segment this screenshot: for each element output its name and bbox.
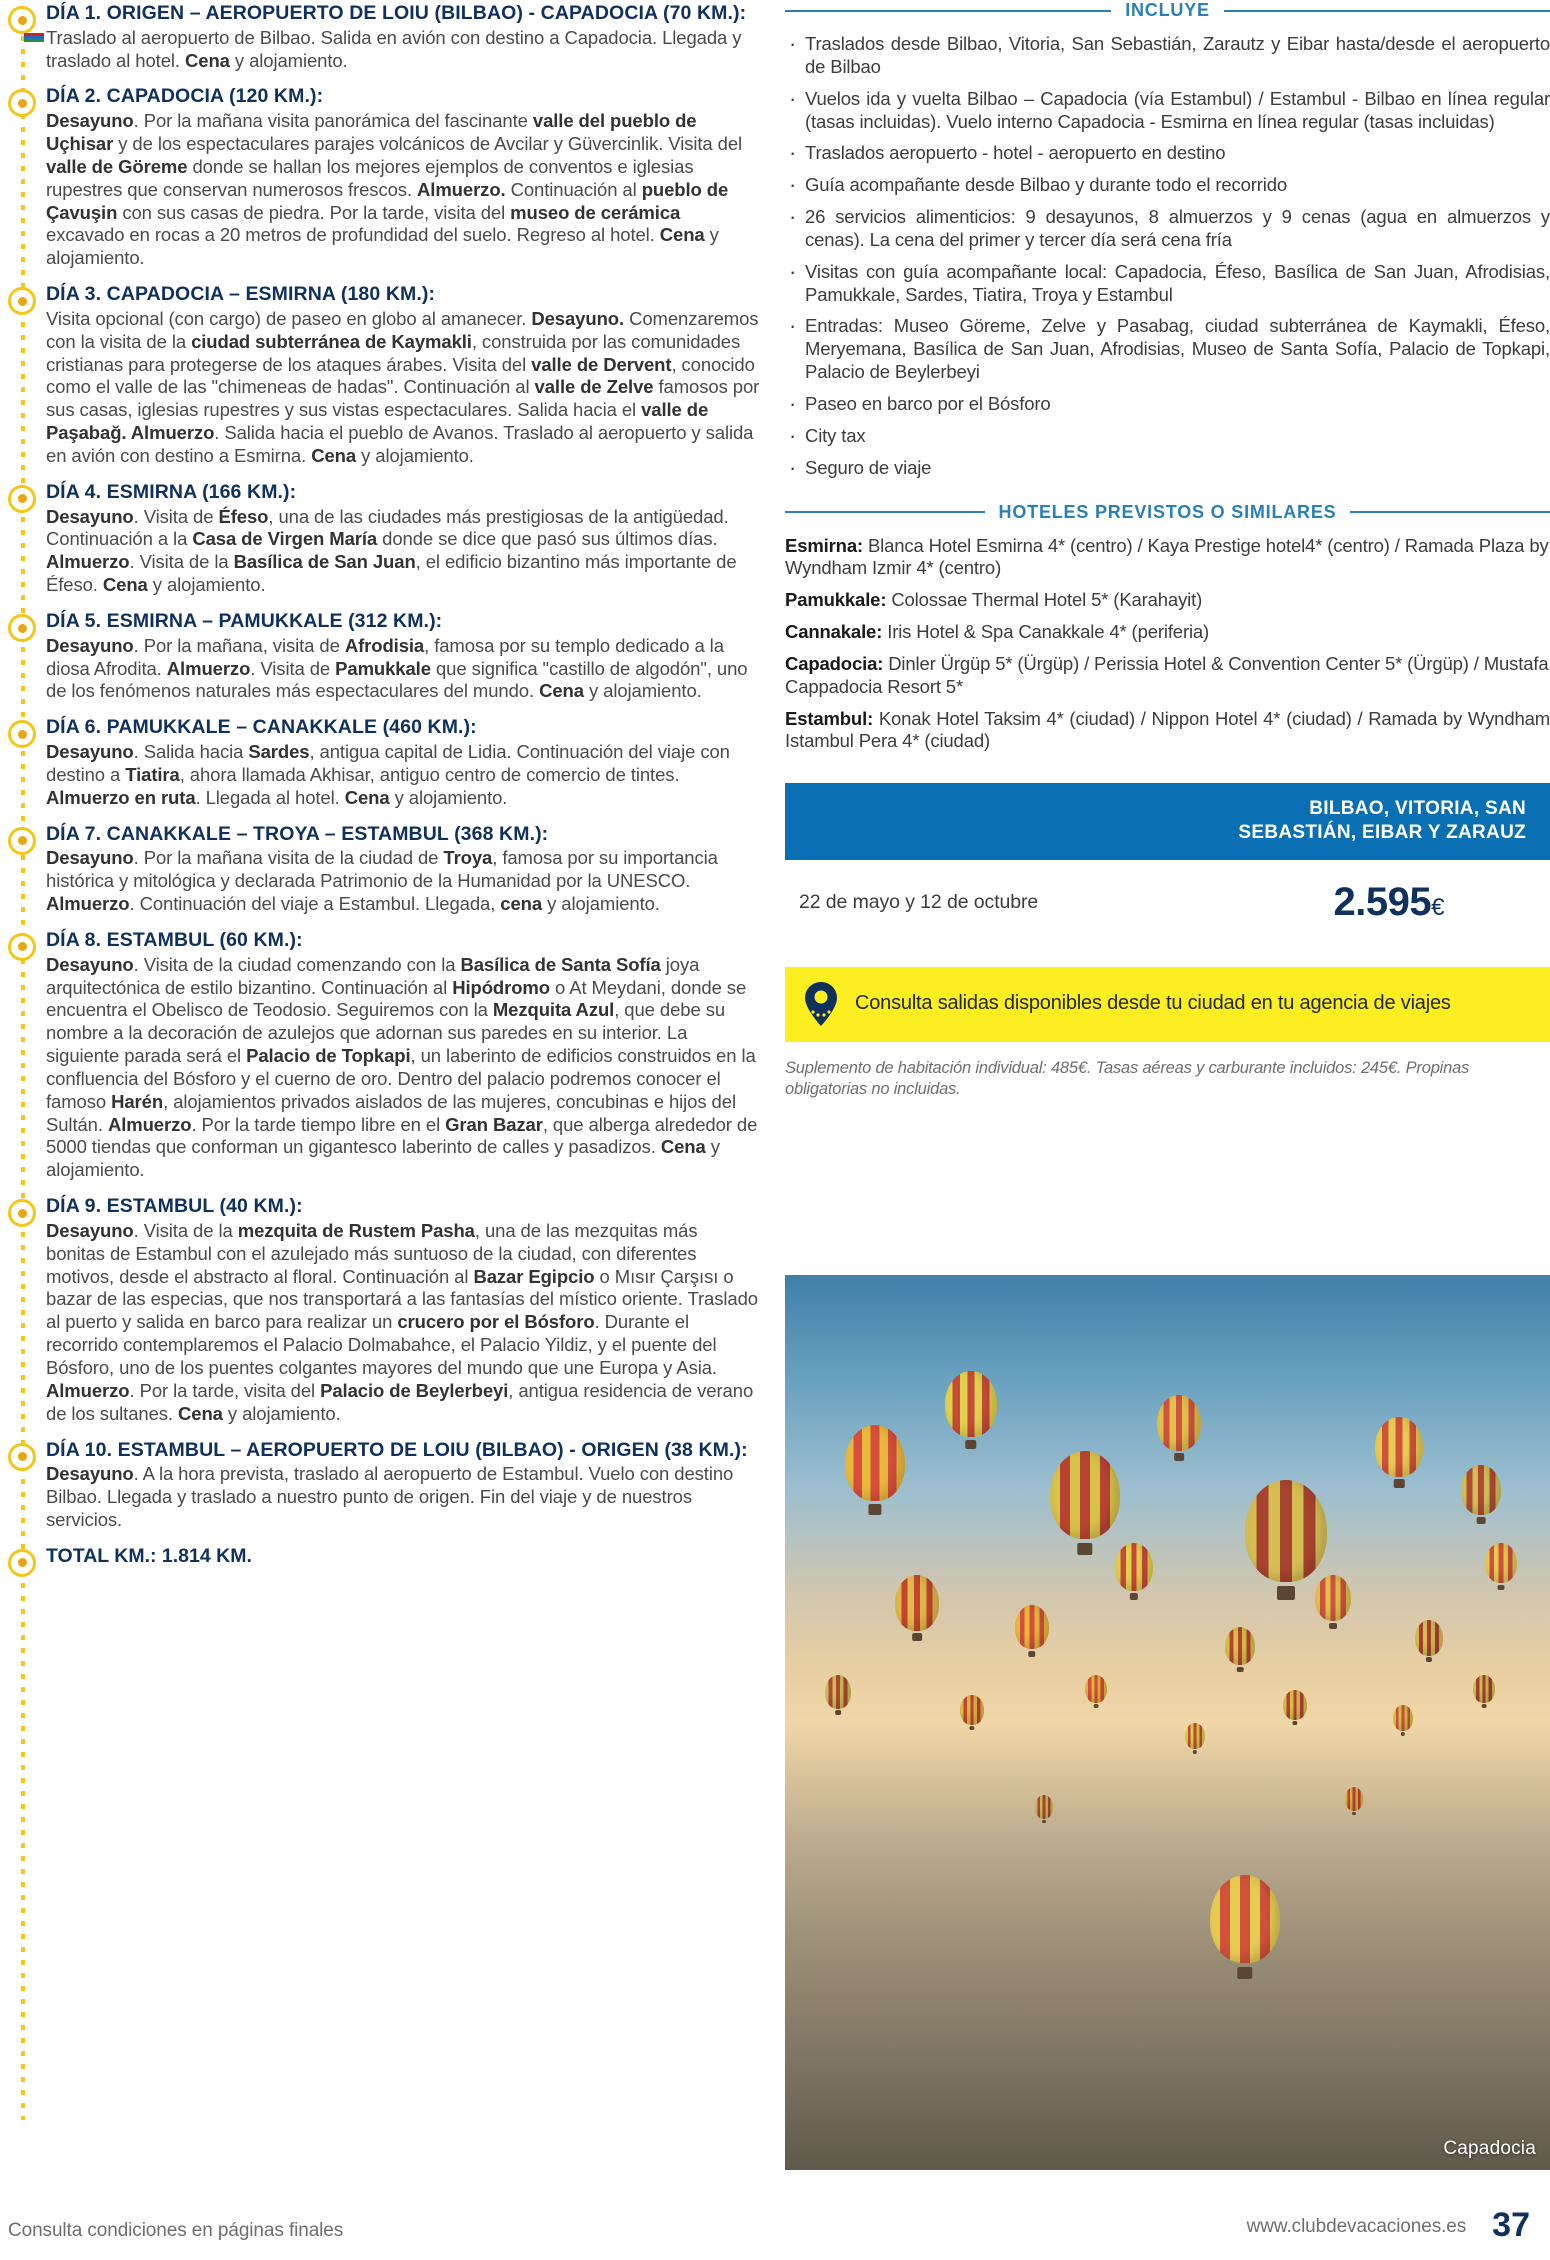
day-block	[46, 481, 760, 597]
hot-air-balloon	[1461, 1465, 1501, 1515]
incluye-item: · 26 servicios alimenticios: 9 desayunos, 8 almuerzos y 9 cenas (agua en almuerzos y cenas). La cena del primer y tercer día será cena fría	[785, 206, 1550, 252]
day-block	[46, 283, 760, 468]
footer-website-url[interactable]: www.clubdevacaciones.es	[1246, 2216, 1467, 2237]
day-title: DÍA 2. CAPADOCIA (120 KM.):	[46, 85, 324, 108]
hotel-entry	[785, 653, 1550, 699]
start-flag-icon	[8, 6, 36, 34]
day-marker-icon	[8, 287, 36, 315]
day-marker-icon	[8, 933, 36, 961]
day-list	[46, 2, 760, 1532]
incluye-heading: INCLUYE	[1125, 0, 1210, 20]
price-banner	[785, 783, 1550, 860]
hotel-entry	[785, 589, 1550, 612]
day-block	[46, 1195, 760, 1425]
hot-air-balloon	[945, 1371, 997, 1437]
day-block	[46, 610, 760, 703]
incluye-item: · Vuelos ida y vuelta Bilbao – Capadocia (vía Estambul) / Estambul - Bilbao en línea regular (tasas incluidas). Vuelo interno Capadocia - Esmirna en línea regular (tasas incluidas)	[785, 88, 1550, 134]
hotel-city: Estambul:	[785, 707, 874, 729]
day-description: Desayuno. Salida hacia Sardes, antigua capital de Lidia. Continuación del viaje con destino a Tiatira, ahora llamada Akhisar, antiguo centro de comercio de tintes. Almuerzo en ruta. Llegada al hotel. Cena y alojamiento.	[46, 741, 730, 808]
day-block	[46, 85, 760, 270]
rule-right	[1350, 511, 1550, 513]
day-description: Desayuno. A la hora prevista, traslado al aeropuerto de Estambul. Vuelo con destino Bilbao. Llegada y traslado a nuestro punto de origen. Fin del viaje y de nuestros servicios.	[46, 1463, 734, 1530]
info-column	[785, 0, 1550, 1101]
hot-air-balloon	[1115, 1543, 1153, 1591]
price-amount	[1334, 880, 1544, 925]
itinerary-column	[0, 0, 760, 1578]
day-description: Desayuno. Por la mañana visita de la ciudad de Troya, famosa por su importancia histórica y mitológica y declarada Patrimonio de la Humanidad por la UNESCO. Almuerzo. Continuación del viaje a Estambul. Llegada, cena y alojamiento.	[46, 847, 718, 915]
day-title: DÍA 3. CAPADOCIA – ESMIRNA (180 KM.):	[46, 283, 436, 306]
departure-dates: 22 de mayo y 12 de octubre	[799, 890, 1039, 913]
day-marker-icon	[8, 614, 36, 642]
consulta-box[interactable]	[785, 967, 1550, 1042]
hot-air-balloon	[1315, 1575, 1351, 1621]
basque-flag-icon	[24, 33, 44, 42]
day-block	[46, 2, 760, 72]
location-pin-icon	[803, 981, 839, 1027]
incluye-item: · Paseo en barco por el Bósforo	[785, 393, 1550, 416]
price-row	[785, 860, 1550, 925]
incluye-item: · Guía acompañante desde Bilbao y durante todo el recorrido	[785, 174, 1550, 197]
rule-left	[785, 511, 985, 513]
day-marker-icon	[8, 89, 36, 117]
total-km-label: TOTAL KM.: 1.814 KM.	[46, 1544, 252, 1567]
destination-photo	[785, 1275, 1550, 2170]
hotel-names: Blanca Hotel Esmirna 4* (centro) / Kaya Prestige hotel4* (centro) / Ramada Plaza by Wyndham Izmir 4* (centro)	[785, 534, 1549, 579]
total-km-block	[46, 1545, 760, 1568]
hot-air-balloon	[845, 1425, 905, 1501]
hot-air-balloon	[1050, 1451, 1120, 1539]
hotel-entry	[785, 535, 1550, 581]
day-title: DÍA 5. ESMIRNA – PAMUKKALE (312 KM.):	[46, 610, 443, 632]
incluye-item: · Traslados desde Bilbao, Vitoria, San Sebastián, Zarautz y Eibar hasta/desde el aeropuerto de Bilbao	[785, 33, 1550, 79]
hoteles-section-header	[785, 502, 1550, 523]
day-block	[46, 1439, 760, 1532]
consulta-text: Consulta salidas disponibles desde tu ciudad en tu agencia de viajes	[855, 992, 1451, 1015]
fineprint-note: Suplemento de habitación individual: 485€. Tasas aéreas y carburante incluidos: 245€. Propinas obligatorias no incluidas.	[785, 1058, 1470, 1099]
photo-rock-formations	[785, 1615, 1550, 2170]
hotel-names: Iris Hotel & Spa Canakkale 4* (periferia)	[882, 621, 1210, 643]
hoteles-heading: HOTELES PREVISTOS O SIMILARES	[998, 501, 1337, 522]
day-block	[46, 716, 760, 809]
price-number: 2.595	[1333, 879, 1432, 924]
hot-air-balloon	[1375, 1417, 1423, 1477]
price-banner-line2: SEBASTIÁN, EIBAR Y ZARAUZ	[1238, 822, 1526, 843]
incluye-list	[785, 33, 1550, 480]
timeline-dotted-line	[21, 10, 25, 2120]
day-title: DÍA 10. ESTAMBUL – AEROPUERTO DE LOIU (BILBAO) - ORIGEN (38 KM.):	[46, 1438, 748, 1461]
day-marker-icon	[8, 1199, 36, 1227]
day-marker-icon	[8, 485, 36, 513]
hotel-names: Konak Hotel Taksim 4* (ciudad) / Nippon Hotel 4* (ciudad) / Ramada by Wyndham Istambul Pera 4* (ciudad)	[785, 707, 1550, 752]
day-marker-icon	[8, 720, 36, 748]
hot-air-balloon	[1485, 1543, 1517, 1583]
incluye-section-header	[785, 0, 1550, 21]
day-block	[46, 823, 760, 916]
page-footer	[0, 2208, 1550, 2242]
day-title: DÍA 6. PAMUKKALE – CANAKKALE (460 KM.):	[46, 716, 477, 739]
day-marker-icon	[8, 827, 36, 855]
day-block	[46, 929, 760, 1182]
hot-air-balloon	[1157, 1395, 1201, 1451]
day-description: Desayuno. Por la mañana visita panorámica del fascinante valle del pueblo de Uçhisar y de los espectaculares parajes volcánicos de Avcilar y Güvercinlik. Visita del valle de Göreme donde se hallan los mejores ejemplos de conventos e iglesias rupestres que conservan numerosos frescos. Almuerzo. Continuación al pueblo de Çavuşin con sus casas de piedra. Por la tarde, visita del museo de cerámica excavado en rocas a 20 metros de profundidad del suelo. Regreso al hotel. Cena y alojamiento.	[46, 110, 743, 269]
day-title: DÍA 4. ESMIRNA (166 KM.):	[46, 480, 297, 503]
photo-caption: Capadocia	[1443, 2138, 1536, 2159]
hotel-entry	[785, 708, 1550, 754]
hot-air-balloon	[1245, 1480, 1327, 1582]
incluye-item: · City tax	[785, 425, 1550, 448]
hotels-list	[785, 535, 1550, 754]
page-number: 37	[1492, 2206, 1530, 2244]
day-title: DÍA 7. CANAKKALE – TROYA – ESTAMBUL (368 KM.):	[46, 822, 549, 845]
day-description: Desayuno. Visita de la mezquita de Rustem Pasha, una de las mezquitas más bonitas de Estambul con el azulejado más suntuoso de la ciudad, con diferentes motivos, desde el abstracto al floral. Continuación al Bazar Egipcio o Mısır Çarşısı o bazar de las especias, que nos transportará a las fantasías del místico oriente. Traslado al puerto y salida en barco para realizar un crucero por el Bósforo. Durante el recorrido contemplaremos el Palacio Dolmabahce, el Palacio Yildiz, y el puente del Bósforo, uno de los puentes colgantes mayores del mundo que une Europa y Asia. Almuerzo. Por la tarde, visita del Palacio de Beylerbeyi, antigua residencia de verano de los sultanes. Cena y alojamiento.	[46, 1219, 758, 1424]
footer-conditions-note: Consulta condiciones en páginas finales	[8, 2220, 344, 2241]
footer-right-group	[1247, 2208, 1530, 2242]
price-banner-line1: BILBAO, VITORIA, SAN	[1309, 798, 1526, 820]
day-description: Desayuno. Visita de Éfeso, una de las ciudades más prestigiosas de la antigüedad. Continuación a la Casa de Virgen María donde se dice que pasó sus últimos días. Almuerzo. Visita de la Basílica de San Juan, el edificio bizantino más importante de Éfeso. Cena y alojamiento.	[46, 505, 737, 596]
currency-symbol: €	[1431, 893, 1444, 921]
day-description: Traslado al aeropuerto de Bilbao. Salida en avión con destino a Capadocia. Llegada y traslado al hotel. Cena y alojamiento.	[46, 26, 742, 71]
day-title: DÍA 8. ESTAMBUL (60 KM.):	[46, 928, 303, 951]
day-title: DÍA 1. ORIGEN – AEROPUERTO DE LOIU (BILBAO) - CAPADOCIA (70 KM.):	[46, 2, 747, 24]
rule-left	[785, 10, 1111, 12]
day-description: Visita opcional (con cargo) de paseo en globo al amanecer. Desayuno. Comenzaremos con la visita de la ciudad subterránea de Kaymakli, construida por las comunidades cristianas para protegerse de los ataques árabes. Visita del valle de Dervent, conocido como el valle de las "chimeneas de hadas". Continuación al valle de Zelve famosos por sus casas, iglesias rupestres y sus vistas espectaculares. Salida hacia el valle de Paşabağ. Almuerzo. Salida hacia el pueblo de Avanos. Traslado al aeropuerto y salida en avión con destino a Esmirna. Cena y alojamiento.	[46, 307, 760, 466]
incluye-item: · Seguro de viaje	[785, 457, 1550, 480]
hotel-city: Capadocia:	[785, 652, 884, 674]
milestone-icon	[8, 1549, 36, 1577]
day-description: Desayuno. Por la mañana, visita de Afrodisia, famosa por su templo dedicado a la diosa Afrodita. Almuerzo. Visita de Pamukkale que significa "castillo de algodón", uno de los fenómenos naturales más espectaculares del mundo. Cena y alojamiento.	[46, 634, 748, 702]
hotel-entry	[785, 621, 1550, 644]
hotel-names: Colossae Thermal Hotel 5* (Karahayit)	[886, 589, 1203, 611]
hotel-names: Dinler Ürgüp 5* (Ürgüp) / Perissia Hotel & Convention Center 5* (Ürgüp) / Mustafa Cappadocia Resort 5*	[785, 652, 1549, 697]
hotel-city: Esmirna:	[785, 534, 863, 556]
hotel-city: Cannakale:	[785, 621, 883, 643]
incluye-item: · Traslados aeropuerto - hotel - aeropuerto en destino	[785, 142, 1550, 165]
day-marker-icon	[8, 1443, 36, 1471]
incluye-item: · Visitas con guía acompañante local: Capadocia, Éfeso, Basílica de San Juan, Afrodisias, Pamukkale, Sardes, Tiatira, Troya y Estambul	[785, 261, 1550, 307]
day-description: Desayuno. Visita de la ciudad comenzando con la Basílica de Santa Sofía joya arquitectónica de estilo bizantino. Continuación al Hipódromo o At Meydani, donde se encuentra el Obelisco de Teodosio. Seguiremos con la Mezquita Azul, que debe su nombre a la decoración de azulejos que adornan sus paredes en su interior. La siguiente parada será el Palacio de Topkapi, un laberinto de edificios construidos en la confluencia del Bósforo y el cuerno de oro. Dentro del palacio podremos conocer el famoso Harén, alojamientos privados aislados de las mujeres, concubinas e hijos del Sultán. Almuerzo. Por la tarde tiempo libre en el Gran Bazar, que alberga alrededor de 5000 tiendas que conforman un gigantesco laberinto de calles y pasadizos. Cena y alojamiento.	[46, 953, 758, 1181]
hotel-city: Pamukkale:	[785, 589, 887, 611]
rule-right	[1224, 10, 1550, 12]
day-title: DÍA 9. ESTAMBUL (40 KM.):	[46, 1195, 303, 1218]
incluye-item: · Entradas: Museo Göreme, Zelve y Pasabag, ciudad subterránea de Kaymakli, Éfeso, Meryemana, Basílica de San Juan, Afrodisias, Museo de Santa Sofía, Palacio de Topkapi, Palacio de Beylerbeyi	[785, 315, 1550, 384]
